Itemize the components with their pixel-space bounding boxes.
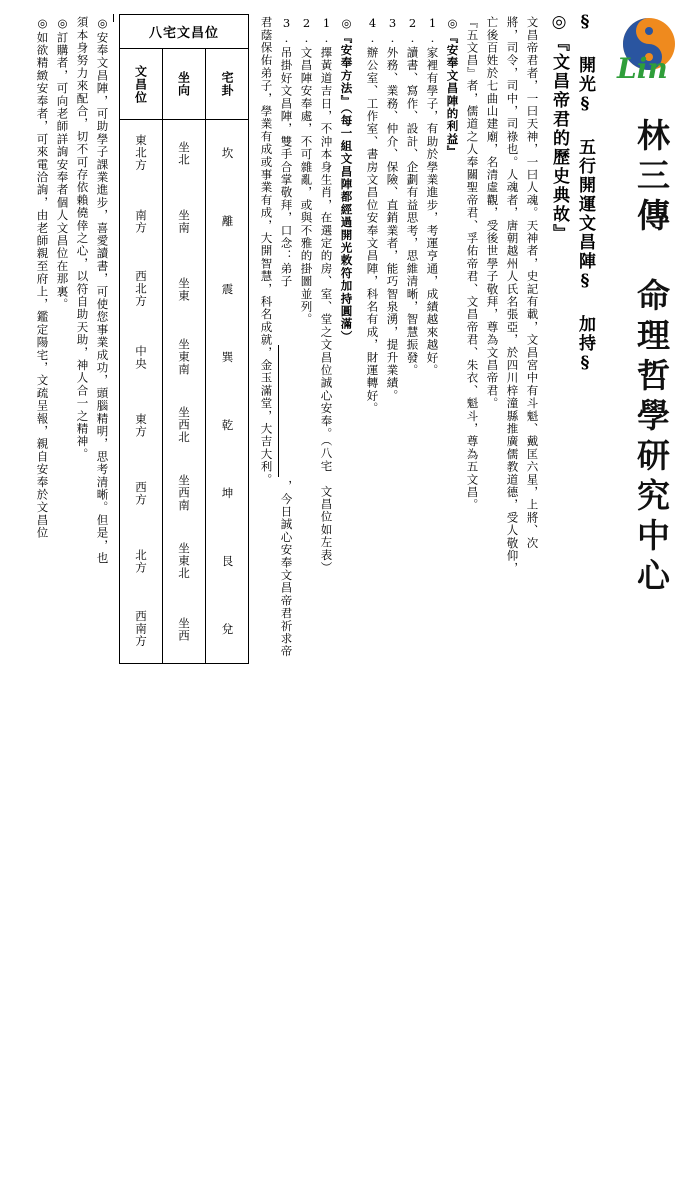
history-line-1: 文昌帝君者，一曰天神，一曰人魂。天神者，史記有載，文昌宮中有斗魁、戴匡六星，上將、次 (525, 16, 540, 550)
table-cell: 艮 (220, 554, 235, 568)
table-cell: 坐南 (177, 208, 191, 234)
page-title: 林三傳 命理哲學研究中心 (632, 118, 671, 598)
method-3c: 君蔭保佑弟子，學業有成或事業有成，大開智慧，科名成就，金玉滿堂，大吉大利。 (259, 16, 274, 486)
method-heading: ◎『安奉方法』（每一組文昌陣都經過開光敕符加持圓滿） (339, 16, 354, 343)
table-cell: 坐東 (177, 276, 191, 302)
table-cell: 西方 (134, 480, 148, 506)
table-cell: 巽 (220, 350, 235, 364)
table-col-gua (206, 49, 249, 663)
table-cell: 乾 (220, 418, 235, 432)
table-cell: 東方 (134, 412, 148, 438)
table-cell: 西南方 (134, 610, 148, 648)
wenchang-table (119, 14, 249, 664)
table-cell: 兌 (220, 622, 235, 636)
table-col-position (120, 49, 163, 663)
table-cell: 中央 (134, 344, 148, 370)
history-heading: ◎『文昌帝君的歷史典故』 (549, 12, 569, 243)
name-blank-line (278, 345, 279, 477)
benefit-heading: ◎『安奉文昌陣的利益』 (445, 16, 460, 159)
table-cell: 坎 (220, 146, 235, 160)
note-line-3: ◎訂購者，可向老師詳詢安奉者個人文昌位在那裏。 (55, 16, 70, 311)
note-line-2: 須本身努力來配合，切不可存依賴僥倖之心，以符自助天助，神人合一之精神。 (75, 16, 90, 461)
table-cell: 坐東北 (177, 542, 191, 580)
benefit-1: 1.家裡有學子，有助於學業進步，考運亨通，成績越來越好。 (425, 16, 440, 377)
table-cell: 坐西北 (177, 406, 191, 444)
table-header-position: 文昌位 (133, 64, 148, 104)
logo-text: Lin (617, 52, 668, 85)
note-line-1: ◎安奉文昌陣，可助學子課業進步，喜愛讀書，可使您事業成功，頭腦精明，思考清晰。但是，也 (95, 16, 110, 565)
table-header-direction: 坐向 (176, 71, 191, 97)
table-cell: 西北方 (134, 270, 148, 308)
open-light-heading: § 開光§ 五行開運文昌陣§ 加持§ (575, 12, 595, 375)
method-2: 2.文昌陣安奉處，不可雜亂，或與不雅的掛圖並列。 (299, 16, 314, 326)
table-cell: 坐北 (177, 140, 191, 166)
method-3b: ，今日誠心安奉文昌帝君祈求帝 (279, 480, 294, 658)
note-marker (113, 14, 114, 22)
benefit-4: 4.辦公室、工作室、書房文昌位安奉文昌陣，科名有成，財運轉好。 (365, 16, 380, 415)
history-line-2: 將，司令，司中，司祿也。人魂者，唐朝越州人氏名張亞，於四川梓潼縣推廣儒教道德，受人敬仰， (505, 16, 520, 575)
benefit-3: 3.外務、業務、仲介、保險、直銷業者，能巧智泉湧，提升業績。 (385, 16, 400, 402)
table-cell: 東北方 (134, 134, 148, 172)
table-header-gua: 宅卦 (220, 71, 234, 97)
table-cell: 離 (220, 214, 235, 228)
history-line-3: 亡後百姓於七曲山建廟，名清虛觀，受後世學子敬拜，尊為文昌帝君。 (485, 16, 500, 410)
method-3a: 3.吊掛好文昌陣，雙手合掌敬拜，口念：弟子 (279, 16, 294, 288)
table-cell: 坤 (220, 486, 235, 500)
table-col-direction (163, 49, 206, 663)
table-title: 八宅文昌位 (120, 15, 248, 49)
benefit-2: 2.讀書、寫作、設計、企劃有益思考，思維清晰，智慧振發。 (405, 16, 420, 377)
table-cell: 坐東南 (177, 338, 191, 376)
note-line-4: ◎如欲精緻安奉者，可來電洽詢，由老師親至府上，鑑定陽宅，文疏呈報，親自安奉於文昌位 (35, 16, 50, 540)
method-1: 1.擇黃道吉日，不沖本身生肖，在選定的房、室、堂之文昌位誠心安奉。（八宅 文昌位如左表） (319, 16, 334, 575)
table-cell: 坐西南 (177, 474, 191, 512)
table-cell: 南方 (134, 208, 148, 234)
table-cell: 北方 (134, 548, 148, 574)
table-cell: 坐西 (177, 616, 191, 642)
history-line-4: 『五文昌』者，儒道之人奉關聖帝君、孚佑帝君、文昌帝君、朱衣、魁斗，尊為五文昌。 (465, 16, 480, 512)
table-cell: 震 (220, 282, 235, 296)
